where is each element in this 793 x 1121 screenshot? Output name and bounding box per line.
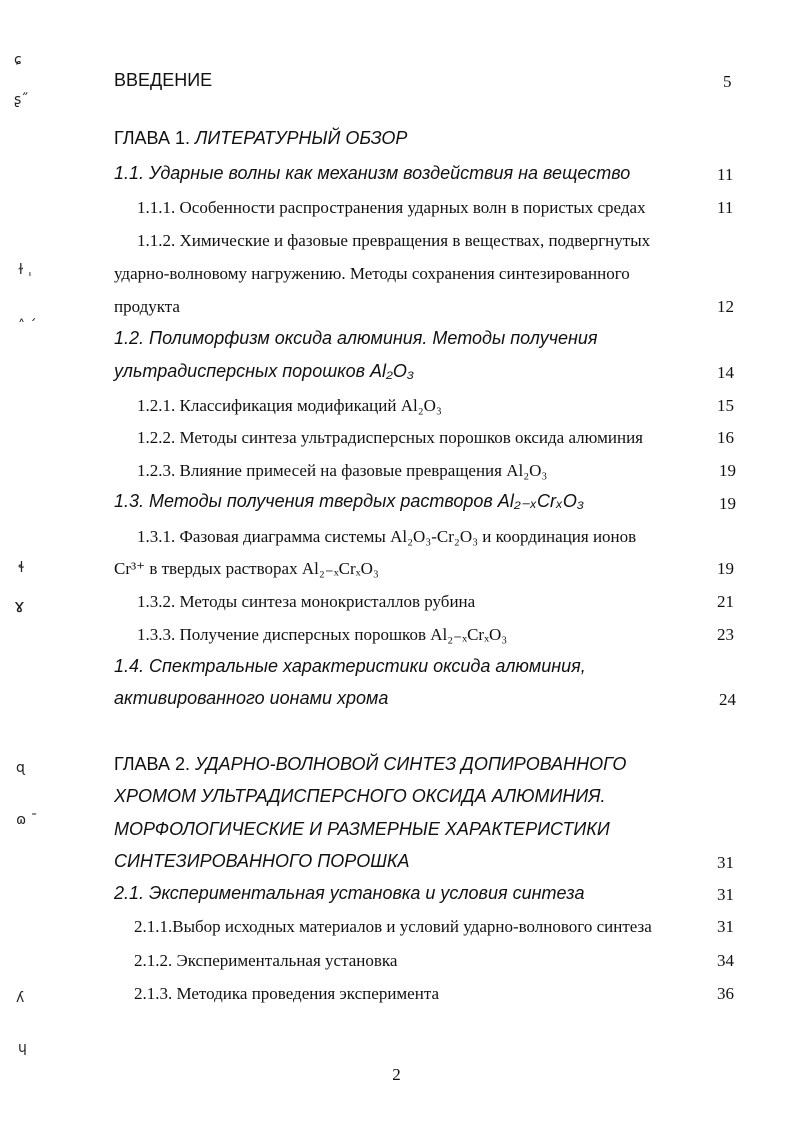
chapter-1-prefix: ГЛАВА 1. (114, 128, 190, 148)
toc-section-2-1-page: 31 (717, 885, 734, 904)
toc-section-1-1-2-line2[interactable]: ударно-волновому нагружению. Методы сохранения синтезированного (114, 264, 630, 283)
toc-section-1-2-page: 14 (717, 363, 734, 382)
toc-section-1-1-2-line3[interactable]: продукта (114, 297, 180, 316)
chapter-2-prefix: ГЛАВА 2. (114, 754, 190, 774)
page-number: 2 (392, 1065, 401, 1084)
toc-section-1-3-1-line1[interactable]: 1.3.1. Фазовая диаграмма системы Al₂O₃-Cr₂O₃ и координация ионов (137, 527, 637, 546)
scan-speck: ˄ ˊ (18, 318, 37, 334)
toc-section-2-1-2[interactable]: 2.1.2. Экспериментальная установка (134, 951, 398, 970)
toc-chapter-2-line3[interactable]: МОРФОЛОГИЧЕСКИЕ И РАЗМЕРНЫЕ ХАРАКТЕРИСТИКИ (114, 819, 610, 839)
toc-section-2-1-1-page: 31 (717, 917, 734, 936)
scan-speck: ɬ (18, 560, 25, 576)
toc-section-2-1-1[interactable]: 2.1.1.Выбор исходных материалов и условий ударно-волнового синтеза (134, 917, 652, 936)
toc-section-1-3-2[interactable]: 1.3.2. Методы синтеза монокристаллов рубина (137, 592, 476, 611)
scan-speck: ɕ (14, 52, 22, 68)
toc-section-2-1-2-page: 34 (717, 951, 734, 970)
toc-section-1-1-1-page: 11 (717, 198, 734, 217)
toc-section-1-2-2-page: 16 (717, 428, 734, 447)
scan-speck: ʂ˝ (14, 92, 29, 108)
toc-section-1-3-1-page: 19 (717, 559, 734, 578)
toc-section-1-3-2-page: 21 (717, 592, 734, 611)
scan-speck: ɤ (14, 596, 25, 617)
toc-section-1-1-2-page: 12 (717, 297, 734, 316)
toc-section-1-1-1[interactable]: 1.1.1. Особенности распространения ударных волн в пористых средах (137, 198, 646, 217)
scan-speck: ɷ ˉ (16, 812, 38, 828)
toc-section-1-4-line2[interactable]: активированного ионами хрома (114, 688, 389, 708)
toc-section-1-3[interactable]: 1.3. Методы получения твердых растворов Al₂₋ₓCrₓO₃ (114, 491, 585, 511)
toc-section-1-3-1-line2[interactable]: Cr³⁺ в твердых растворах Al₂₋ₓCrₓO₃ (114, 559, 379, 578)
scan-speck: ɥ (18, 1040, 27, 1056)
toc-chapter-2-line1[interactable] (114, 754, 626, 775)
scan-speck: ɋ (16, 760, 25, 776)
scan-speck: ʎ (16, 990, 25, 1006)
toc-section-2-1-3-page: 36 (717, 984, 734, 1003)
toc-section-1-4-page: 24 (719, 690, 736, 709)
toc-chapter-2-page: 31 (717, 853, 734, 872)
toc-section-1-1[interactable]: 1.1. Ударные волны как механизм воздействия на вещество (114, 163, 631, 183)
toc-section-1-4-line1[interactable]: 1.4. Спектральные характеристики оксида алюминия, (114, 656, 586, 676)
toc-section-1-2-1-page: 15 (717, 396, 734, 415)
toc-section-1-3-3-page: 23 (717, 625, 734, 644)
toc-section-1-2-3[interactable]: 1.2.3. Влияние примесей на фазовые превращения Al₂O₃ (137, 461, 548, 480)
toc-section-1-3-3[interactable]: 1.3.3. Получение дисперсных порошков Al₂₋ₓCrₓO₃ (137, 625, 508, 644)
toc-section-1-2-3-page: 19 (719, 461, 736, 480)
toc-section-1-2-line1[interactable]: 1.2. Полиморфизм оксида алюминия. Методы получения (114, 328, 598, 348)
toc-section-2-1-3[interactable]: 2.1.3. Методика проведения эксперимента (134, 984, 440, 1003)
toc-section-1-3-page: 19 (719, 494, 736, 513)
toc-intro[interactable]: ВВЕДЕНИЕ (114, 70, 213, 90)
toc-chapter-1[interactable] (114, 128, 407, 149)
chapter-2-title-line1: УДАРНО-ВОЛНОВОЙ СИНТЕЗ ДОПИРОВАННОГО (195, 754, 627, 774)
toc-section-1-2-2[interactable]: 1.2.2. Методы синтеза ультрадисперсных порошков оксида алюминия (137, 428, 643, 447)
toc-section-1-1-page: 11 (717, 165, 734, 184)
toc-section-1-1-2-line1[interactable]: 1.1.2. Химические и фазовые превращения в веществах, подвергнутых (137, 231, 651, 250)
toc-chapter-2-line2[interactable]: ХРОМОМ УЛЬТРАДИСПЕРСНОГО ОКСИДА АЛЮМИНИЯ. (114, 786, 606, 806)
chapter-1-title: ЛИТЕРАТУРНЫЙ ОБЗОР (195, 128, 408, 148)
toc-section-1-2-line2[interactable]: ультрадисперсных порошков Al₂O₃ (114, 361, 415, 381)
toc-section-2-1[interactable]: 2.1. Экспериментальная установка и условия синтеза (114, 883, 585, 903)
scan-speck: ɫ ˌ (18, 262, 32, 278)
toc-chapter-2-line4[interactable]: СИНТЕЗИРОВАННОГО ПОРОШКА (114, 851, 410, 871)
toc-intro-page: 5 (723, 72, 732, 91)
toc-section-1-2-1[interactable]: 1.2.1. Классификация модификаций Al₂O₃ (137, 396, 442, 415)
